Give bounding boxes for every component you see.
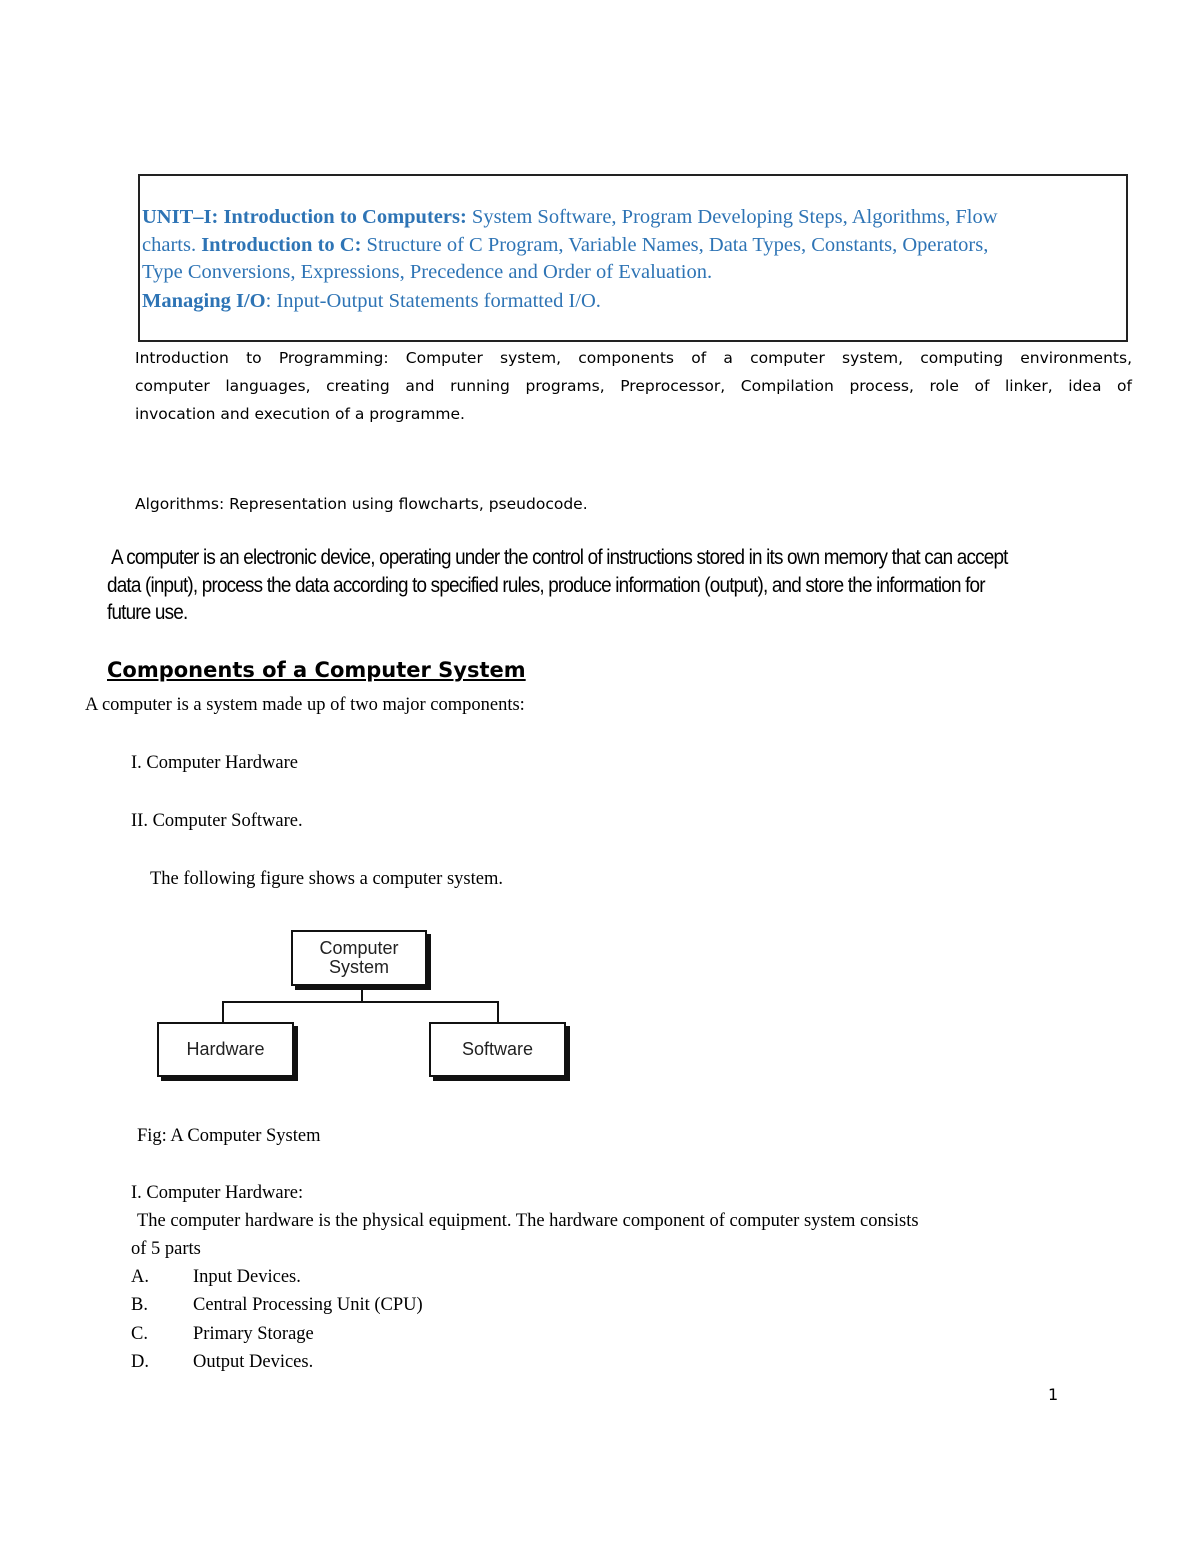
hardware-heading: I. Computer Hardware:	[131, 1183, 304, 1203]
intro-programming-line-1: Introduction to Programming: Computer system, components of a computer system, computing environments,	[135, 349, 1132, 367]
component-item-software: II. Computer Software.	[131, 811, 303, 831]
page-number: 1	[1048, 1385, 1059, 1404]
unit-topics: System Software, Program Developing Steps, Algorithms, Flow	[466, 206, 998, 228]
computer-system-diagram	[150, 925, 580, 1085]
figure-caption: Fig: A Computer System	[137, 1126, 321, 1146]
syllabus-line-4	[142, 290, 601, 313]
components-heading: Components of a Computer System	[107, 658, 526, 682]
hardware-part-letter: B.	[131, 1295, 148, 1315]
hardware-part-letter: C.	[131, 1324, 148, 1344]
syllabus-line-2	[142, 234, 988, 257]
connector-horizontal	[222, 1001, 499, 1003]
hardware-desc-line-1: The computer hardware is the physical equipment. The hardware component of computer system consists	[137, 1211, 919, 1231]
definition-line-2: data (input), process the data according to specified rules, produce information (output), and store the information for	[107, 574, 985, 597]
algorithms-line: Algorithms: Representation using flowcharts, pseudocode.	[135, 495, 588, 513]
diagram-root-box	[291, 930, 427, 986]
connector-left-down	[222, 1001, 224, 1023]
unit-heading: UNIT–I: Introduction to Computers:	[142, 206, 467, 228]
diagram-software-box: Software	[429, 1022, 566, 1077]
connector-right-down	[497, 1001, 499, 1023]
hardware-part-text: Input Devices.	[193, 1267, 301, 1287]
connector-root-down	[361, 986, 363, 1002]
intro-programming-line-3: invocation and execution of a programme.	[135, 405, 465, 423]
managing-topics: : Input-Output Statements formatted I/O.	[265, 290, 601, 312]
hardware-part-text: Output Devices.	[193, 1352, 314, 1372]
component-item-hardware: I. Computer Hardware	[131, 753, 298, 773]
definition-line-1: A computer is an electronic device, operating under the control of instructions stored in its own memory that can accept	[111, 546, 1008, 569]
diagram-root-line-2: System	[328, 957, 389, 977]
hardware-part-letter: A.	[131, 1267, 149, 1287]
hardware-part-text: Primary Storage	[193, 1324, 314, 1344]
hardware-desc-line-2: of 5 parts	[131, 1239, 201, 1259]
syllabus-line-3: Type Conversions, Expressions, Precedence and Order of Evaluation.	[142, 261, 713, 283]
components-intro: A computer is a system made up of two major components:	[85, 695, 525, 715]
syllabus-box	[138, 174, 1128, 342]
diagram-root-line-1: Computer	[319, 938, 399, 958]
intro-c-topics: Structure of C Program, Variable Names, Data Types, Constants, Operators,	[361, 234, 989, 256]
syllabus-line-1	[142, 206, 998, 229]
definition-line-3: future use.	[107, 601, 188, 624]
line2-start: charts.	[142, 234, 202, 256]
hardware-part-letter: D.	[131, 1352, 149, 1372]
intro-programming-line-2: computer languages, creating and running programs, Preprocessor, Compilation process, role of linker, idea of	[135, 377, 1132, 395]
figure-intro: The following figure shows a computer system.	[150, 869, 503, 889]
intro-c-heading: Introduction to C:	[201, 234, 362, 256]
hardware-part-text: Central Processing Unit (CPU)	[193, 1295, 423, 1315]
diagram-hardware-box: Hardware	[157, 1022, 294, 1077]
managing-heading: Managing I/O	[142, 290, 266, 312]
